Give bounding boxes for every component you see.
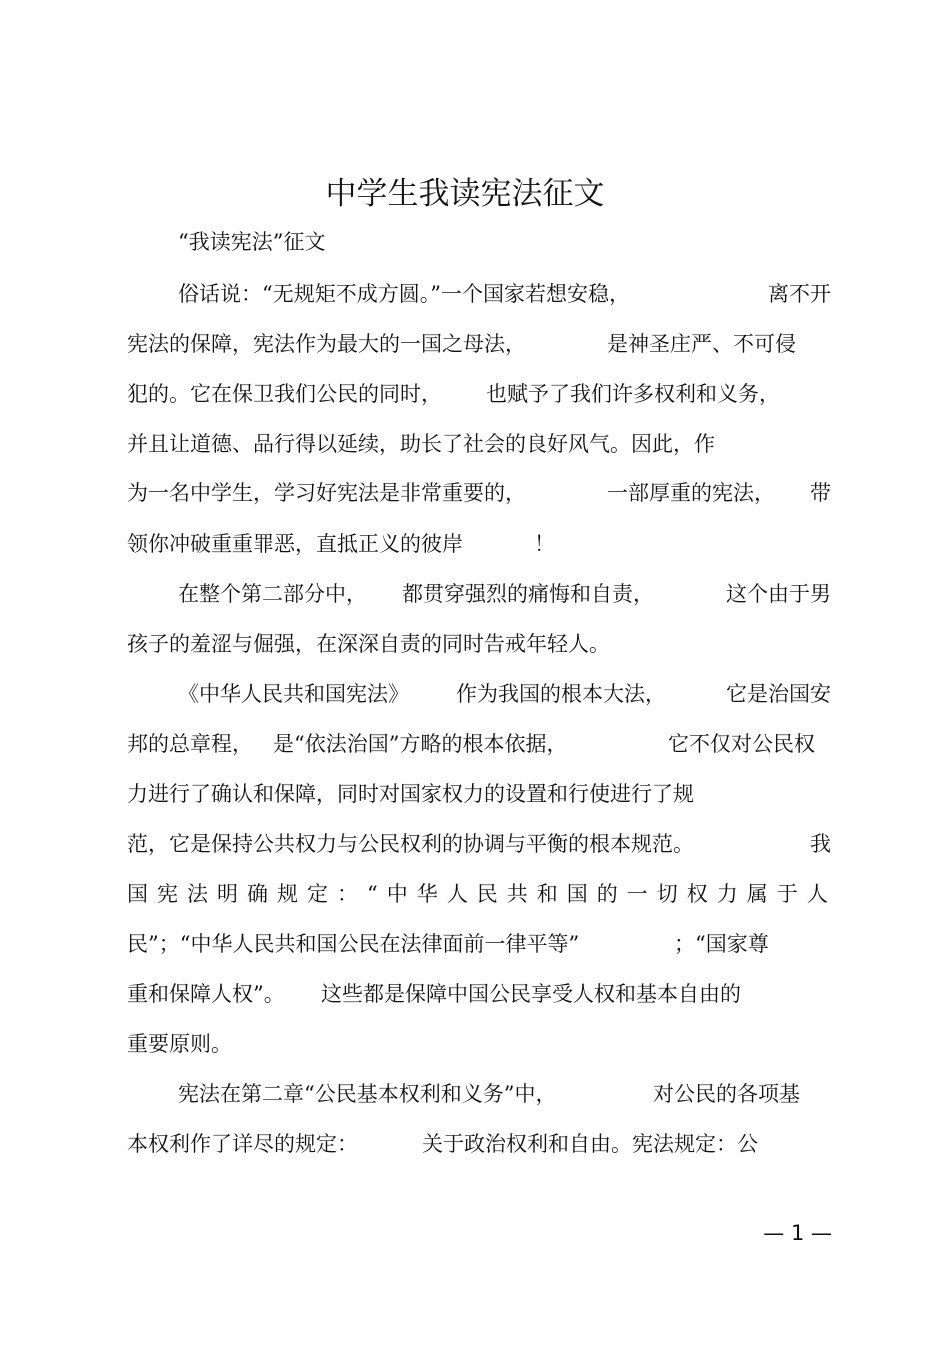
paragraph-line: [127, 779, 831, 809]
paragraph-line: [127, 629, 831, 659]
text-fragment: 国宪法明确规定：“中华人民共和国的一切权力属于人: [127, 882, 837, 906]
paragraph-line: [178, 579, 831, 609]
text-fragment: ！: [534, 532, 555, 556]
text-fragment: 民”；“中华人民共和国公民在法律面前一律平等”: [127, 932, 580, 956]
text-fragment: 作为我国的根本大法，: [456, 682, 666, 706]
paragraph-line: [127, 729, 831, 759]
paragraph-line: [127, 979, 831, 1009]
text-fragment: 力进行了确认和保障，同时对国家权力的设置和行使进行了规: [127, 782, 694, 806]
paragraph-line: [127, 879, 837, 909]
text-fragment: 《中华人民共和国宪法》: [178, 682, 409, 706]
text-fragment: 并且让道德、品行得以延续，助长了社会的良好风气。因此，作: [127, 432, 715, 456]
text-fragment: 它是治国安: [726, 682, 831, 706]
text-fragment: 孩子的羞涩与倔强，在深深自责的同时告戒年轻人。: [127, 632, 610, 656]
paragraph-line: [127, 929, 831, 959]
text-fragment: 重和保障人权”。: [127, 982, 285, 1006]
text-fragment: 离不开: [768, 282, 831, 306]
text-fragment: 俗话说：“无规矩不成方圆。”一个国家若想安稳，: [178, 282, 630, 306]
paragraph-line: [127, 379, 831, 409]
document-subtitle: “我读宪法”征文: [178, 230, 326, 254]
paragraph-line: [127, 1129, 831, 1159]
text-fragment: 领你冲破重重罪恶，直抵正义的彼岸: [127, 532, 463, 556]
text-fragment: 一部厚重的宪法，: [607, 481, 775, 505]
page-number: — 1 —: [763, 1221, 832, 1245]
paragraph-line: [127, 429, 831, 459]
text-fragment: 也赋予了我们许多权利和义务，: [486, 382, 780, 406]
text-fragment: 这个由于男: [726, 582, 831, 606]
paragraph-line: [127, 329, 831, 359]
text-fragment: 对公民的各项基: [653, 1082, 800, 1106]
text-fragment: 宪法在第二章“公民基本权利和义务”中，: [178, 1082, 557, 1106]
text-fragment: 在整个第二部分中，: [178, 582, 367, 606]
text-fragment: 重要原则。: [127, 1032, 232, 1056]
text-fragment: 宪法的保障，宪法作为最大的一国之母法，: [127, 332, 526, 356]
text-fragment: 为一名中学生，学习好宪法是非常重要的，: [127, 481, 526, 505]
paragraph-line: [127, 829, 831, 859]
text-fragment: 犯的。它在保卫我们公民的同时，: [127, 382, 442, 406]
text-fragment: 邦的总章程，: [127, 732, 253, 756]
text-fragment: 这些都是保障中国公民享受人权和基本自由的: [321, 982, 741, 1006]
document-title: 中学生我读宪法征文: [325, 176, 605, 212]
text-fragment: 关于政治权利和自由。宪法规定：公: [422, 1132, 758, 1156]
paragraph-line: [178, 1079, 831, 1109]
text-fragment: 我: [810, 832, 831, 856]
text-fragment: 都贯穿强烈的痛悔和自责，: [402, 582, 654, 606]
text-fragment: ；“国家尊: [674, 932, 769, 956]
text-fragment: 是神圣庄严、不可侵: [607, 332, 796, 356]
text-fragment: 范，它是保持公共权力与公民权利的协调与平衡的根本规范。: [127, 832, 694, 856]
paragraph-line: [178, 679, 831, 709]
text-fragment: 带: [810, 481, 831, 505]
text-fragment: 是“依法治国”方略的根本依据，: [273, 732, 568, 756]
paragraph-line: [127, 1029, 831, 1059]
text-fragment: 本权利作了详尽的规定：: [127, 1132, 358, 1156]
paragraph-line: [127, 478, 831, 508]
paragraph-line: [178, 279, 831, 309]
paragraph-line: [127, 529, 831, 559]
text-fragment: 它不仅对公民权: [668, 732, 815, 756]
